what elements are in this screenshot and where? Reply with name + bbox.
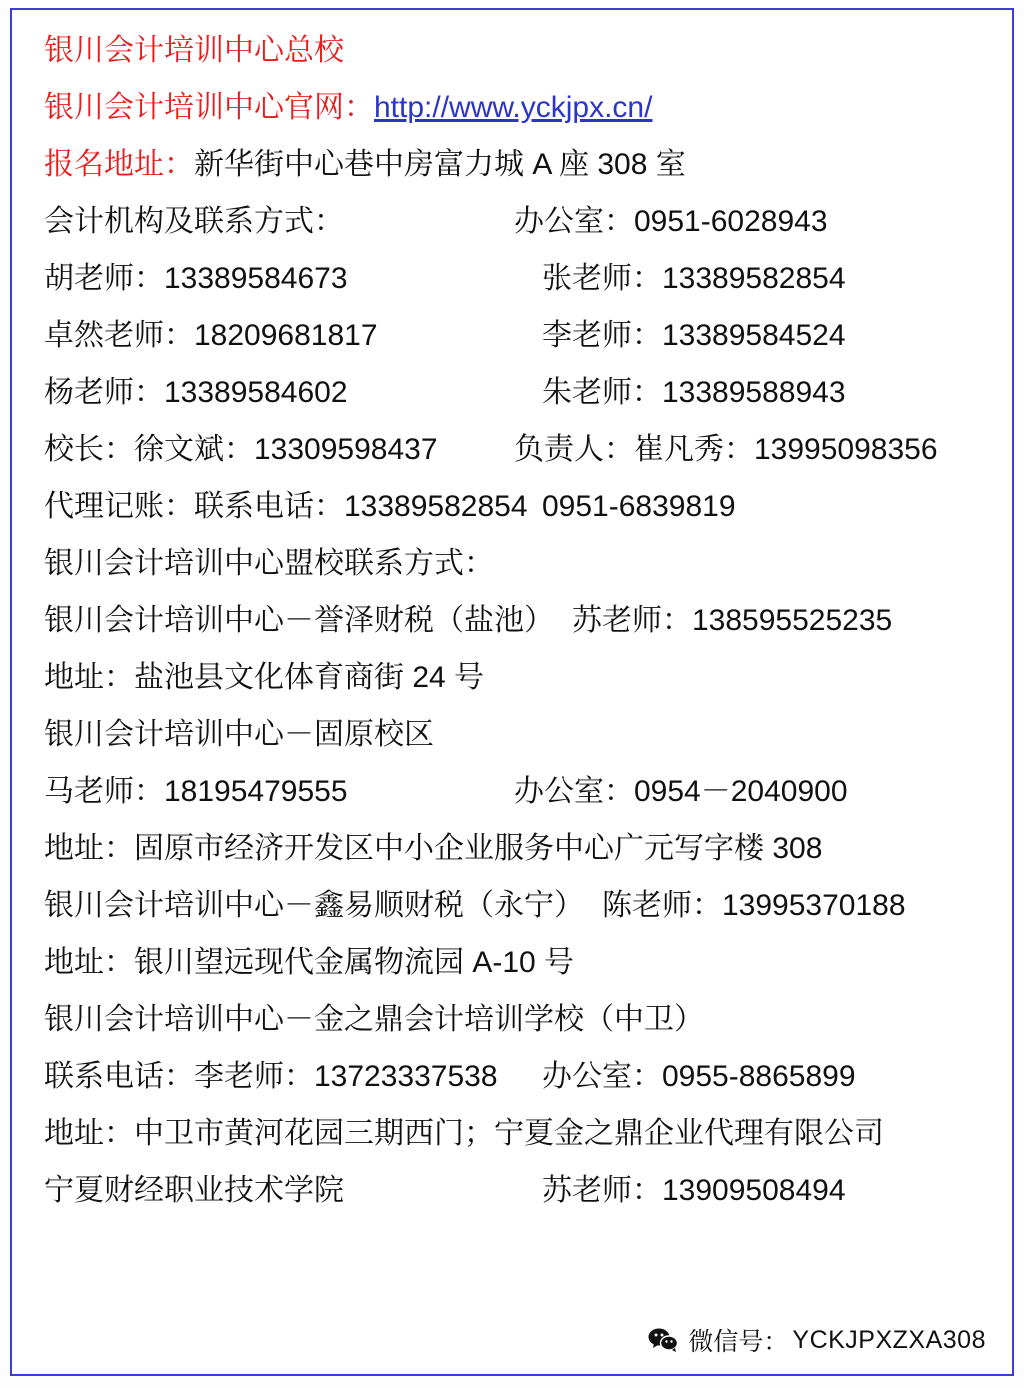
staff-right: 朱老师：13389588943	[542, 376, 846, 409]
staff-row	[44, 492, 1004, 522]
staff-right: 张老师：13389582854	[542, 262, 846, 295]
website-line	[44, 93, 1004, 123]
staff-right: 负责人：崔凡秀：13995098356	[514, 433, 938, 466]
document-content	[44, 36, 1004, 1233]
document-title	[44, 36, 1004, 66]
wechat-id: YCKJPXZXA308	[792, 1325, 986, 1354]
alliance-header-text: 银川会计培训中心盟校联系方式：	[44, 547, 494, 580]
staff-row	[44, 378, 1004, 408]
address-label: 报名地址：	[44, 148, 194, 181]
staff-row	[44, 321, 1004, 351]
address-value: 新华街中心巷中房富力城 A 座 308 室	[194, 148, 686, 181]
contacts-header-left: 会计机构及联系方式：	[44, 205, 344, 238]
staff-right: 0951-6839819	[542, 490, 736, 523]
branch-name-row	[44, 1005, 1004, 1035]
last-row-left: 宁夏财经职业技术学院	[44, 1174, 344, 1207]
branch-address-row	[44, 663, 1004, 693]
website-label: 银川会计培训中心官网：	[44, 91, 374, 124]
contacts-header-line	[44, 207, 1004, 237]
branch-contact: 陈老师：13995370188	[602, 889, 906, 922]
alliance-header	[44, 549, 1004, 579]
branch-contact: 苏老师：138595525235	[572, 604, 893, 637]
wechat-icon	[648, 1327, 678, 1353]
branch-address: 地址：银川望远现代金属物流园 A-10 号	[44, 946, 575, 979]
branch-name: 银川会计培训中心－誉泽财税（盐池）	[44, 604, 554, 637]
website-url-link[interactable]: http://www.yckjpx.cn/	[374, 91, 653, 124]
branch-address-row	[44, 948, 1004, 978]
staff-row	[44, 435, 1004, 465]
staff-left: 卓然老师：18209681817	[44, 319, 378, 352]
staff-row	[44, 264, 1004, 294]
staff-right: 李老师：13389584524	[542, 319, 846, 352]
branch-name-row	[44, 891, 1004, 921]
branch-contact-left: 联系电话：李老师：13723337538	[44, 1060, 498, 1093]
staff-left: 代理记账：联系电话：13389582854	[44, 490, 528, 523]
staff-left: 杨老师：13389584602	[44, 376, 348, 409]
last-row-right: 苏老师：13909508494	[542, 1174, 846, 1207]
footer-wechat	[648, 1322, 986, 1358]
wechat-label: 微信号：	[688, 1328, 789, 1356]
branch-name-row	[44, 720, 1004, 750]
branch-name: 银川会计培训中心－鑫易顺财税（永宁）	[44, 889, 584, 922]
branch-contact-left: 马老师：18195479555	[44, 775, 348, 808]
address-line	[44, 150, 1004, 180]
last-row	[44, 1176, 1004, 1206]
branch-contact-row	[44, 1062, 1004, 1092]
branch-name: 银川会计培训中心－固原校区	[44, 718, 434, 751]
branch-contact-row	[44, 777, 1004, 807]
document-frame	[10, 8, 1014, 1376]
contacts-header-office: 办公室：0951-6028943	[514, 205, 828, 238]
branch-name-row	[44, 606, 1004, 636]
branch-address: 地址：盐池县文化体育商街 24 号	[44, 661, 485, 694]
staff-left: 胡老师：13389584673	[44, 262, 348, 295]
branch-address: 地址：固原市经济开发区中小企业服务中心广元写字楼 308	[44, 832, 823, 865]
branch-contact-right: 办公室：0955-8865899	[542, 1060, 856, 1093]
branch-address: 地址：中卫市黄河花园三期西门；宁夏金之鼎企业代理有限公司	[44, 1117, 884, 1150]
branch-address-row	[44, 834, 1004, 864]
staff-left: 校长：徐文斌：13309598437	[44, 433, 438, 466]
document-title-text: 银川会计培训中心总校	[44, 34, 344, 67]
branch-name: 银川会计培训中心－金之鼎会计培训学校（中卫）	[44, 1003, 704, 1036]
branch-address-row	[44, 1119, 1004, 1149]
branch-contact-right: 办公室：0954－2040900	[514, 775, 848, 808]
